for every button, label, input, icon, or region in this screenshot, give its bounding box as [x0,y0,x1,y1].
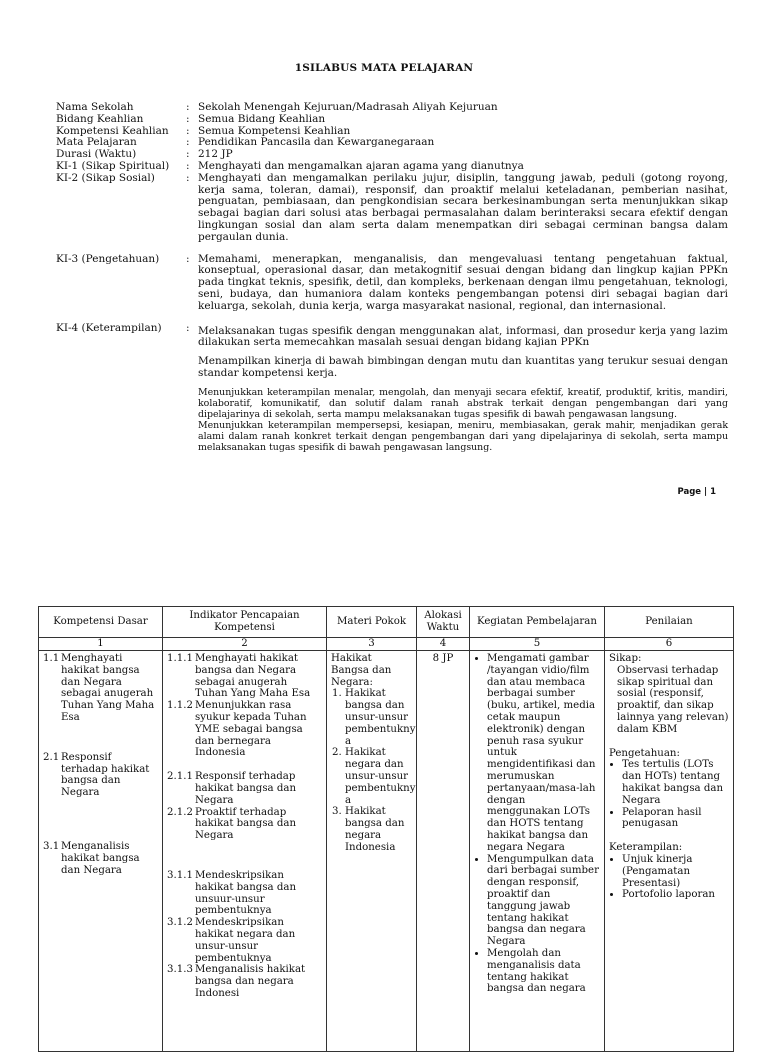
info-label: Nama Sekolah [56,101,134,113]
ipk-number: 3.1.2 [167,917,193,929]
syllabus-table [38,606,734,1052]
kd-number: 3.1 [43,840,60,852]
ipk-number: 1.1.2 [167,700,193,712]
list-item: • Portofolio laporan [622,889,729,901]
list-item: • Mengumpulkan data dari berbagai sumber dengan responsif, proaktif dan tanggung jawab tentang hakikat bangsa dan negara Negara [487,854,600,948]
info-value [198,323,728,453]
ipk-number: 2.1.1 [167,771,193,783]
info-label: Durasi (Waktu) [56,148,137,161]
header-materi: Materi Pokok [327,607,417,638]
ipk-item [167,807,322,842]
penilaian-cell [605,651,734,1052]
ipk-item [167,964,322,999]
list-item: 1. Hakikat bangsa dan unsur-unsur pembentukny a [345,688,412,747]
list-item: • Tes tertulis (LOTs dan HOTs) tentang hakikat bangsa dan Negara [622,759,729,806]
table-row [39,651,734,1052]
header-ipk: Indikator Pencapaian Kompetensi [163,607,327,638]
info-colon: : [186,101,190,113]
ipk-item [167,700,322,759]
ipk-number: 3.1.1 [167,869,193,881]
ipk-number: 1.1.1 [167,653,193,664]
ipk-number: 3.1.3 [167,964,193,976]
column-number: 6 [605,638,734,651]
kd-text: Menganalisis hakikat bangsa dan Negara [61,840,140,876]
kd-number: 1.1 [43,653,60,664]
column-number: 4 [417,638,470,651]
kd-text: Menghayati hakikat bangsa dan Negara sebagai anugerah Tuhan Yang Maha Esa [61,653,155,723]
list-item: • Pelaporan hasil penugasan [622,807,729,831]
sikap-heading: Sikap: [609,653,642,664]
info-value: Memahami, menerapkan, menganalisis, dan mengevaluasi tentang pengetahuan faktual, konseptual, operasional dasar, dan metakognitif sesuai dengan bidang dan lingkup kajian PPKn pada tingkat teknis, spesifik, detil, dan kompleks, berkenaan dengan ilmu pengetahuan, teknologi, seni, budaya, dan humaniora dalam konteks pengembangan potensi diri sebagai bagian dari keluarga, sekolah, dunia kerja, warga masyarakat nasional, regional, dan internasional. [198,252,728,312]
info-colon: : [186,112,190,125]
info-row-sekolah [56,102,728,114]
identity-block [56,102,728,453]
info-row-ki1 [56,161,728,173]
pengetahuan-heading: Pengetahuan: [609,747,680,759]
info-row-ki3 [56,254,728,313]
info-row-ki4 [56,323,728,453]
info-label: KI-4 (Keterampilan) [56,321,162,334]
info-value: Sekolah Menengah Kejuruan/Madrasah Aliyah Kejuruan [198,101,498,113]
kd-item [43,841,158,876]
page-title: 1SILABUS MATA PELAJARAN [294,62,474,74]
ipk-text: Proaktif terhadap hakikat bangsa dan Negara [195,806,297,842]
header-penilaian: Penilaian [605,607,734,638]
info-value: Menghayati dan mengamalkan perilaku jujur, disiplin, tanggung jawab, peduli (gotong royong, kerja sama, toleran, damai), responsif, dan proaktif melalui keteladanan, pemberian nasihat, penguatan, pembiasaan, dan pengkondisian secara berkesinambungan serta menunjukkan sikap sebagai bagian dari solusi atas berbagai permasalahan dalam berinteraksi secara efektif dengan lingkungan sosial dan alam serta dalam menempatkan diri sebagai cerminan bangsa dalam pergaulan dunia. [198,171,728,243]
header-kd: Kompetensi Dasar [39,607,163,638]
column-number: 1 [39,638,163,651]
info-label: KI-2 (Sikap Sosial) [56,171,155,184]
ipk-text: Menghayati hakikat bangsa dan Negara sebagai anugerah Tuhan Yang Maha Esa [195,653,311,700]
kd-text: Responsif terhadap hakikat bangsa dan Negara [61,751,150,799]
page-number: Page | 1 [677,487,716,497]
header-alokasi: Alokasi Waktu [417,607,470,638]
column-number: 2 [163,638,327,651]
info-colon: : [186,148,190,161]
info-colon: : [186,171,190,184]
info-colon: : [186,321,190,334]
info-row-ki2 [56,173,728,244]
ipk-cell [163,651,327,1052]
ipk-text: Menganalisis hakikat bangsa dan negara Indonesi [195,964,306,999]
list-item: 2. Hakikat negara dan unsur-unsur pembentukny a [345,747,412,806]
header-kegiatan: Kegiatan Pembelajaran [470,607,605,638]
materi-intro: Hakikat Bangsa dan Negara: [331,653,392,688]
alokasi-cell: 8 JP [417,651,470,1052]
kegiatan-list [474,653,600,995]
info-row-mapel [56,137,728,149]
materi-cell [327,651,417,1052]
info-label: Mata Pelajaran [56,136,137,149]
info-colon: : [186,136,190,149]
ki4-paragraph: Menunjukkan keterampilan menalar, mengolah, dan menyaji secara efektif, kreatif, produktif, kritis, mandiri, kolaboratif, komunikatif, dan solutif dalam ranah abstrak terkait dengan pengembangan dari yang dipelajarinya di sekolah, serta mampu melaksanakan tugas spesifik di bawah pengawasan langsung. [198,386,728,420]
kd-number: 2.1 [43,751,60,763]
list-item: • Mengamati gambar /tayangan vidio/film dan atau membaca berbagai sumber (buku, artikel, media cetak maupun elektronik) dengan penuh rasa syukur untuk mengidentifikasi dan merumuskan pertanyaan/masa-lah dengan menggunakan LOTs dan HOTS tentang hakikat bangsa dan negara Negara [487,653,600,854]
column-number: 5 [470,638,605,651]
table-header-row [39,607,734,638]
ki4-paragraph: Menunjukkan keterampilan mempersepsi, kesiapan, meniru, membiasakan, gerak mahir, menjadikan gerak alami dalam ranah konkret terkait dengan pengembangan dari yang dipelajarinya di sekolah, serta mampu melaksanakan tugas spesifik di bawah pengawasan langsung. [198,419,728,453]
info-value: 212 JP [198,148,233,161]
info-value: Menghayati dan mengamalkan ajaran agama yang dianutnya [198,159,524,172]
info-colon: : [186,252,190,265]
pengetahuan-list [609,759,729,830]
info-label: Kompetensi Keahlian [56,124,169,137]
ipk-item [167,771,322,806]
keterampilan-list [609,854,729,901]
ipk-item [167,653,322,700]
info-colon: : [186,124,190,137]
info-value: Pendidikan Pancasila dan Kewarganegaraan [198,136,435,149]
ki4-paragraph: Melaksanakan tugas spesifik dengan menggunakan alat, informasi, dan prosedur kerja yang lazim dilakukan serta memecahkan masalah sesuai dengan bidang kajian PPKn [198,324,728,349]
info-label: Bidang Keahlian [56,112,144,125]
column-number: 3 [327,638,417,651]
ipk-text: Menunjukkan rasa syukur kepada Tuhan YME sebagai bangsa dan bernegara Indonesia [195,700,307,759]
ipk-number: 2.1.2 [167,806,193,818]
ipk-item [167,917,322,964]
ipk-item [167,870,322,917]
table-number-row [39,638,734,651]
kd-item [43,752,158,799]
list-item: 3. Hakikat bangsa dan negara Indonesia [345,806,412,853]
info-colon: : [186,159,190,172]
ipk-text: Responsif terhadap hakikat bangsa dan Negara [195,771,297,806]
ki4-paragraph: Menampilkan kinerja di bawah bimbingan dengan mutu dan kuantitas yang terukur sesuai dengan standar kompetensi kerja. [198,355,728,379]
list-item: • Mengolah dan menganalisis data tentang hakikat bangsa dan negara [487,948,600,995]
info-value: Semua Kompetensi Keahlian [198,124,351,137]
ipk-text: Mendeskripsikan hakikat negara dan unsur-unsur pembentuknya [195,917,296,964]
info-label: KI-1 (Sikap Spiritual) [56,159,170,172]
kd-cell [39,651,163,1052]
sikap-text: Observasi terhadap sikap spiritual dan sosial (responsif, proaktif, dan sikap lainnya yang relevan) dalam KBM [617,664,729,735]
list-item: • Unjuk kinerja (Pengamatan Presentasi) [622,854,729,889]
info-label: KI-3 (Pengetahuan) [56,252,160,265]
info-value: Semua Bidang Keahlian [198,112,326,125]
kegiatan-cell [470,651,605,1052]
ipk-text: Mendeskripsikan hakikat bangsa dan unsuur-unsur pembentuknya [195,869,297,917]
materi-list [331,688,416,853]
kd-item [43,653,158,724]
keterampilan-heading: Keterampilan: [609,842,683,854]
info-row-bidang [56,114,728,126]
